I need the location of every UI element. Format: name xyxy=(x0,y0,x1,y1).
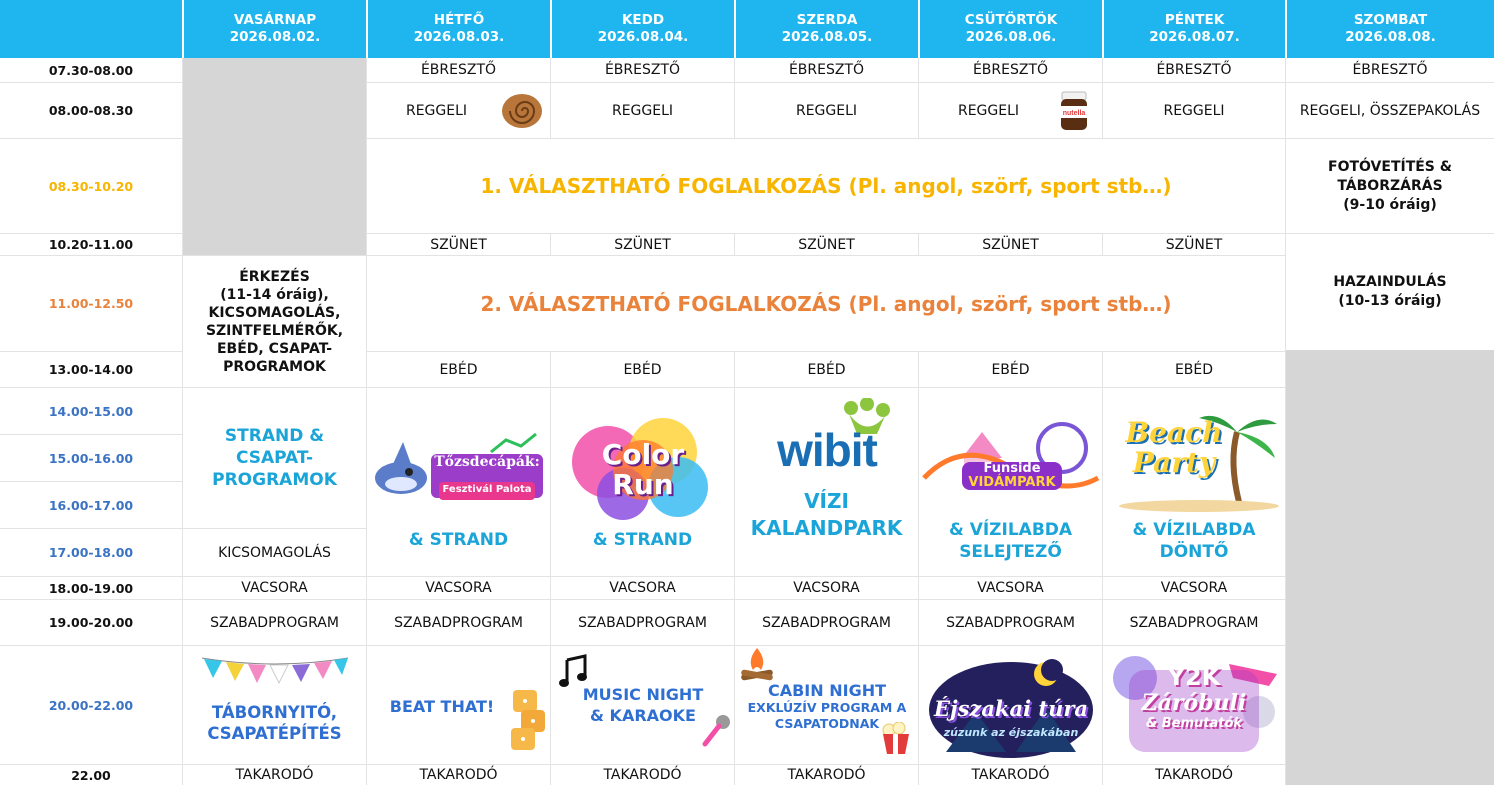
beach-line: PROGRAMOK xyxy=(212,470,337,490)
arrival-line: SZINTFELMÉRŐK, xyxy=(205,322,344,339)
y2k-logo xyxy=(1109,664,1279,732)
breakfast-cell xyxy=(366,82,550,138)
time-slot: 22.00 xyxy=(0,764,182,785)
campfire-icon xyxy=(737,646,777,682)
microphone-icon xyxy=(701,714,731,748)
breakfast-label: REGGELI xyxy=(957,102,1020,119)
free-program-label: SZABADPROGRAM xyxy=(210,614,339,631)
first-session-banner xyxy=(366,138,1285,233)
lights-out-cell xyxy=(550,764,734,785)
waterpolo-line: DÖNTŐ xyxy=(1159,542,1229,562)
time-slot: 16.00-17.00 xyxy=(0,481,182,528)
free-program-cell xyxy=(182,599,366,645)
fri-waterpolo-label xyxy=(1103,519,1286,563)
arrival-line: EBÉD, CSAPAT- xyxy=(216,340,333,357)
lunch-cell xyxy=(1102,351,1285,387)
day-date: 2026.08.06. xyxy=(965,29,1057,45)
wed-evening xyxy=(734,645,918,764)
departure-line: (10-13 óráig) xyxy=(1338,293,1442,309)
sunday-beach-team xyxy=(182,387,366,528)
day-date: 2026.08.02. xyxy=(229,29,321,45)
beach-party-line: Beach xyxy=(1125,416,1223,449)
sat-closing xyxy=(1285,138,1494,233)
wakeup-cell xyxy=(918,58,1102,82)
funside-logo xyxy=(962,462,1062,490)
beach-party-line: Party xyxy=(1132,446,1216,479)
day-header xyxy=(366,0,550,58)
breakfast-cell xyxy=(734,82,918,138)
lights-out-label: TAKARODÓ xyxy=(971,767,1050,783)
day-header xyxy=(1285,0,1494,58)
lights-out-cell xyxy=(918,764,1102,785)
break-cell xyxy=(550,233,734,255)
time-slot: 18.00-19.00 xyxy=(0,576,182,599)
dinner-label: VACSORA xyxy=(1160,580,1228,596)
arrival-line: PROGRAMOK xyxy=(223,358,326,375)
free-program-label: SZABADPROGRAM xyxy=(1129,614,1259,631)
cinnamon-roll-icon xyxy=(501,92,543,134)
second-session-banner xyxy=(366,255,1285,351)
mon-afternoon xyxy=(366,387,550,576)
break-label: SZÜNET xyxy=(430,236,487,253)
day-date: 2026.08.04. xyxy=(597,29,689,45)
time-slot: 11.00-12.50 xyxy=(0,255,182,351)
breakfast-label: REGGELI xyxy=(795,102,858,119)
fri-afternoon xyxy=(1102,387,1285,576)
dinner-label: VACSORA xyxy=(793,580,860,596)
day-name: SZERDA xyxy=(796,12,858,28)
day-date: 2026.08.07. xyxy=(1149,29,1240,45)
free-program-cell xyxy=(366,599,550,645)
dinner-label: VACSORA xyxy=(977,580,1044,596)
break-cell xyxy=(1102,233,1285,255)
time-slot: 08.00-08.30 xyxy=(0,82,182,138)
waterpolo-line: SELEJTEZŐ xyxy=(959,542,1062,562)
beach-line: CSAPAT- xyxy=(235,448,314,468)
arrival-line: KICSOMAGOLÁS, xyxy=(208,304,341,321)
shark-icon xyxy=(371,432,549,510)
cabin-night-sub-line: EXKLÚZÍV PROGRAM A xyxy=(747,700,907,715)
tue-beach-label: & STRAND xyxy=(592,530,693,550)
break-label: SZÜNET xyxy=(614,236,671,253)
free-program-label: SZABADPROGRAM xyxy=(394,614,523,631)
dinner-label: VACSORA xyxy=(609,580,676,596)
thu-evening xyxy=(918,645,1102,764)
free-program-cell xyxy=(1102,599,1285,645)
break-label: SZÜNET xyxy=(982,236,1039,253)
waterpark-line: VÍZI xyxy=(804,489,849,513)
tue-afternoon xyxy=(550,387,734,576)
sunday-arrival xyxy=(182,255,366,387)
dinner-label: VACSORA xyxy=(241,580,308,596)
tozsdecapak-subtitle: Fesztivál Palota xyxy=(442,484,532,495)
night-hike-title: Éjszakai túra xyxy=(933,696,1089,721)
y2k-line: & Bemutatók xyxy=(1145,716,1243,731)
wed-waterpark-label xyxy=(735,488,919,542)
breakfast-label: REGGELI xyxy=(611,102,674,119)
time-slot: 15.00-16.00 xyxy=(0,434,182,481)
lunch-label: EBÉD xyxy=(439,361,478,378)
funside-line: Funside xyxy=(983,461,1041,476)
tozsdecapak-title: Tőzsdecápák: xyxy=(434,454,540,470)
breakfast-cell xyxy=(1102,82,1285,138)
saturday-closed-afternoon xyxy=(1285,350,1494,785)
breakfast-cell xyxy=(550,82,734,138)
color-run-line: Color xyxy=(601,438,685,471)
lunch-cell xyxy=(918,351,1102,387)
lunch-label: EBÉD xyxy=(991,361,1030,378)
sat-departure xyxy=(1285,233,1494,350)
break-label: SZÜNET xyxy=(798,236,855,253)
lights-out-label: TAKARODÓ xyxy=(419,767,498,783)
beat-that-label: BEAT THAT! xyxy=(389,697,495,716)
time-slot: 20.00-22.00 xyxy=(0,645,182,764)
lights-out-cell xyxy=(734,764,918,785)
time-slot: 10.20-11.00 xyxy=(0,233,182,255)
lights-out-label: TAKARODÓ xyxy=(1154,767,1234,783)
free-program-cell xyxy=(550,599,734,645)
wakeup-label: ÉBRESZTŐ xyxy=(604,62,681,78)
lights-out-label: TAKARODÓ xyxy=(603,767,682,783)
time-slot: 14.00-15.00 xyxy=(0,387,182,434)
waterpolo-line: & VÍZILABDA xyxy=(948,520,1073,540)
breakfast-cell xyxy=(918,82,1102,138)
lunch-label: EBÉD xyxy=(623,361,662,378)
breakfast-label: REGGELI xyxy=(405,102,468,119)
day-header xyxy=(550,0,734,58)
time-slot: 08.30-10.20 xyxy=(0,138,182,233)
popcorn-icon xyxy=(879,722,913,756)
dice-icon xyxy=(507,688,547,754)
day-name: PÉNTEK xyxy=(1164,12,1225,28)
wakeup-cell xyxy=(734,58,918,82)
arrival-line: (11-14 óráig), xyxy=(220,286,329,303)
sunday-closed-morning xyxy=(182,58,366,255)
bunting-icon xyxy=(200,652,350,686)
time-slot: 19.00-20.00 xyxy=(0,599,182,645)
mon-evening xyxy=(366,645,550,764)
opening-line: TÁBORNYITÓ, xyxy=(211,703,338,722)
day-name: CSÜTÖRTÖK xyxy=(964,12,1058,28)
wakeup-cell xyxy=(1102,58,1285,82)
thu-afternoon xyxy=(918,387,1102,576)
day-name: VASÁRNAP xyxy=(233,12,317,28)
second-session-label: 2. VÁLASZTHATÓ FOGLALKOZÁS (Pl. angol, szörf, sport stb…) xyxy=(480,291,1172,316)
lunch-label: EBÉD xyxy=(1174,361,1214,378)
free-program-label: SZABADPROGRAM xyxy=(578,614,707,631)
wakeup-cell xyxy=(550,58,734,82)
day-date: 2026.08.03. xyxy=(413,29,505,45)
beach-line: STRAND & xyxy=(224,426,325,446)
breakfast-label: REGGELI xyxy=(1163,102,1225,119)
dinner-label: VACSORA xyxy=(425,580,492,596)
dinner-cell xyxy=(734,576,918,599)
lights-out-label: TAKARODÓ xyxy=(235,767,314,783)
funside-line: VIDÁMPARK xyxy=(968,475,1056,490)
time-slot: 07.30-08.00 xyxy=(0,58,182,82)
wed-afternoon xyxy=(734,387,918,576)
color-run-line: Run xyxy=(612,468,674,501)
day-header xyxy=(182,0,366,58)
dinner-cell xyxy=(366,576,550,599)
closing-line: FOTÓVETÍTÉS & xyxy=(1328,158,1452,175)
mon-beach-label: & STRAND xyxy=(408,530,509,550)
wakeup-label: ÉBRESZTŐ xyxy=(1352,62,1428,78)
sunday-evening xyxy=(182,645,366,764)
unpacking-label: KICSOMAGOLÁS xyxy=(218,544,331,561)
cabin-night-sub-line: CSAPATODNAK xyxy=(774,716,880,731)
y2k-line: Y2K xyxy=(1167,663,1221,691)
music-night-line: & KARAOKE xyxy=(590,706,696,725)
time-slot: 13.00-14.00 xyxy=(0,351,182,387)
lights-out-label: TAKARODÓ xyxy=(787,767,866,783)
day-header xyxy=(734,0,918,58)
sat-breakfast xyxy=(1285,82,1494,138)
first-session-label: 1. VÁLASZTHATÓ FOGLALKOZÁS (Pl. angol, szörf, sport stb…) xyxy=(480,174,1172,198)
dinner-cell xyxy=(918,576,1102,599)
day-header xyxy=(1102,0,1285,58)
day-name: SZOMBAT xyxy=(1353,12,1428,28)
music-note-icon xyxy=(559,654,589,688)
thu-waterpolo-label xyxy=(919,519,1103,563)
waterpark-line: KALANDPARK xyxy=(750,516,903,540)
break-cell xyxy=(366,233,550,255)
lights-out-cell xyxy=(182,764,366,785)
day-name: KEDD xyxy=(621,12,665,28)
wakeup-label: ÉBRESZTŐ xyxy=(420,62,497,78)
time-slot: 17.00-18.00 xyxy=(0,528,182,576)
wakeup-label: ÉBRESZTŐ xyxy=(1156,62,1232,78)
free-program-cell xyxy=(734,599,918,645)
lunch-label: EBÉD xyxy=(807,361,846,378)
break-cell xyxy=(734,233,918,255)
day-date: 2026.08.08. xyxy=(1345,29,1436,45)
break-cell xyxy=(918,233,1102,255)
wakeup-cell xyxy=(366,58,550,82)
fri-evening xyxy=(1102,645,1285,764)
wakeup-label: ÉBRESZTŐ xyxy=(788,62,865,78)
dinner-cell xyxy=(1102,576,1285,599)
lights-out-cell xyxy=(366,764,550,785)
free-program-label: SZABADPROGRAM xyxy=(762,614,891,631)
wakeup-label: ÉBRESZTŐ xyxy=(972,62,1049,78)
nutella-jar-icon xyxy=(1059,90,1089,136)
color-run-logo xyxy=(568,440,718,500)
closing-line: TÁBORZÁRÁS xyxy=(1337,177,1443,194)
tozsdecapak-logo xyxy=(371,432,549,510)
dinner-cell xyxy=(182,576,366,599)
beach-party-logo xyxy=(1109,418,1239,478)
lunch-cell xyxy=(366,351,550,387)
y2k-line: Záróbuli xyxy=(1141,690,1247,716)
sat-wakeup xyxy=(1285,58,1494,82)
header-corner xyxy=(0,0,182,58)
closing-line: (9-10 óráig) xyxy=(1343,196,1437,213)
tue-evening xyxy=(550,645,734,764)
dinner-cell xyxy=(550,576,734,599)
opening-line: CSAPATÉPÍTÉS xyxy=(207,724,342,743)
breakfast-pack-label: REGGELI, ÖSSZEPAKOLÁS xyxy=(1299,102,1481,119)
break-label: SZÜNET xyxy=(1165,236,1223,253)
arrival-line: ÉRKEZÉS xyxy=(239,268,310,285)
free-program-label: SZABADPROGRAM xyxy=(946,614,1075,631)
wibit-logo: wibit xyxy=(777,424,877,476)
lunch-cell xyxy=(734,351,918,387)
free-program-cell xyxy=(918,599,1102,645)
day-date: 2026.08.05. xyxy=(781,29,873,45)
lights-out-cell xyxy=(1102,764,1285,785)
day-name: HÉTFŐ xyxy=(433,12,485,28)
night-hike-subtitle: zúzunk az éjszakában xyxy=(943,726,1079,739)
waterpolo-line: & VÍZILABDA xyxy=(1132,520,1256,540)
departure-line: HAZAINDULÁS xyxy=(1333,274,1447,290)
cabin-night-title: CABIN NIGHT xyxy=(767,681,886,700)
lunch-cell xyxy=(550,351,734,387)
svg-text:nutella: nutella xyxy=(1062,110,1086,117)
sunday-unpacking xyxy=(182,528,366,576)
day-header xyxy=(918,0,1102,58)
music-night-line: MUSIC NIGHT xyxy=(582,685,704,704)
